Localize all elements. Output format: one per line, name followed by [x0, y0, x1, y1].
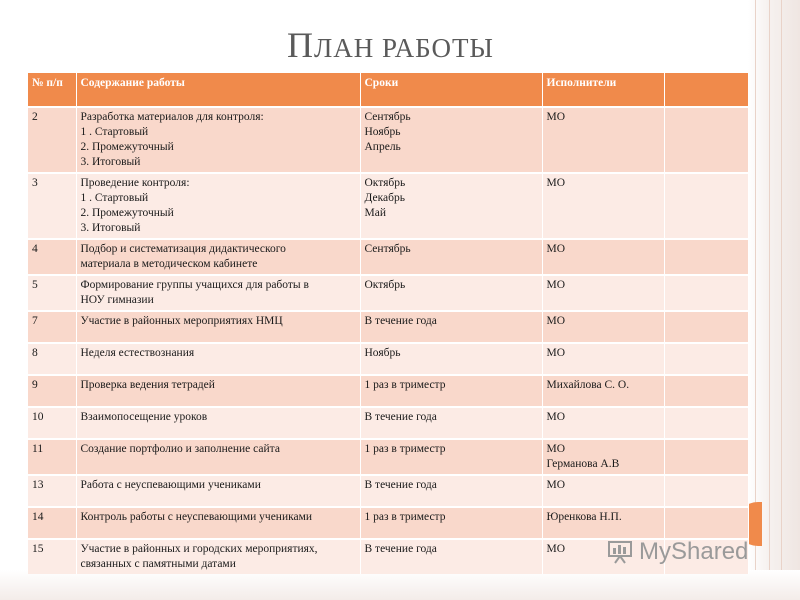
row-terms — [360, 311, 542, 343]
row-content-line: Проведение контроля: — [80, 177, 190, 189]
row-content-line: 3. Итоговый — [80, 156, 141, 168]
watermark-text: MyShared — [639, 538, 749, 565]
presentation-icon — [607, 540, 633, 564]
row-terms — [360, 439, 542, 475]
row-number: 15 — [28, 539, 76, 574]
row-content — [76, 407, 360, 439]
table-header-row — [28, 73, 748, 107]
row-extra — [664, 343, 748, 375]
header-executors: Исполнители — [542, 73, 664, 107]
table-row — [28, 507, 748, 539]
row-terms-line: В течение года — [364, 411, 437, 423]
row-content — [76, 439, 360, 475]
row-terms-line: Ноябрь — [364, 347, 401, 359]
row-content-line: Участие в районных и городских мероприятиях, — [80, 543, 318, 555]
row-content-line: Взаимопосещение уроков — [80, 411, 208, 423]
row-content — [76, 375, 360, 407]
row-executors — [542, 239, 664, 275]
row-terms-line: Май — [364, 207, 386, 219]
row-executors-line: МО — [546, 315, 566, 327]
table-row — [28, 375, 748, 407]
row-extra — [664, 375, 748, 407]
row-content — [76, 507, 360, 539]
myshared-watermark — [607, 536, 748, 568]
row-executors-line: МО — [546, 479, 566, 491]
row-content-line: Формирование группы учащихся для работы в — [80, 279, 309, 291]
row-content — [76, 173, 360, 239]
row-extra — [664, 239, 748, 275]
row-executors — [542, 173, 664, 239]
row-content — [76, 239, 360, 275]
work-plan-table — [28, 73, 749, 574]
row-terms-line: Апрель — [364, 141, 401, 153]
row-terms-line: В течение года — [364, 315, 437, 327]
row-number: 2 — [28, 107, 76, 173]
row-executors — [542, 507, 664, 539]
row-content-line: Разработка материалов для контроля: — [80, 111, 264, 123]
row-extra — [664, 311, 748, 343]
row-executors-line: Михайлова С. О. — [546, 379, 630, 391]
slide-frame-bottom — [0, 570, 800, 600]
table-row — [28, 275, 748, 311]
row-terms-line: 1 раз в триместр — [364, 511, 446, 523]
row-content-line: Проверка ведения тетрадей — [80, 379, 215, 391]
row-executors — [542, 475, 664, 507]
row-extra — [664, 475, 748, 507]
row-executors-line: Германова А.В — [546, 458, 620, 470]
row-executors-line: МО — [546, 411, 566, 423]
row-number: 10 — [28, 407, 76, 439]
table-row — [28, 173, 748, 239]
row-content — [76, 275, 360, 311]
row-content-line: 3. Итоговый — [80, 222, 141, 234]
row-content — [76, 311, 360, 343]
row-terms — [360, 343, 542, 375]
row-terms-line: В течение года — [364, 479, 437, 491]
table-row — [28, 107, 748, 173]
row-terms — [360, 239, 542, 275]
row-terms-line: Октябрь — [364, 279, 406, 291]
row-terms — [360, 539, 542, 574]
header-terms: Сроки — [360, 73, 542, 107]
row-terms-line: Сентябрь — [364, 243, 411, 255]
row-executors-line: МО — [546, 443, 566, 455]
row-number: 4 — [28, 239, 76, 275]
header-content: Содержание работы — [76, 73, 360, 107]
row-terms-line: 1 раз в триместр — [364, 443, 446, 455]
row-extra — [664, 507, 748, 539]
frame-line — [769, 0, 770, 600]
row-terms — [360, 107, 542, 173]
row-executors-line: МО — [546, 543, 566, 555]
row-content-line: Создание портфолио и заполнение сайта — [80, 443, 280, 455]
row-number: 13 — [28, 475, 76, 507]
row-extra — [664, 107, 748, 173]
row-executors-line: МО — [546, 177, 566, 189]
row-content-line: материала в методическом кабинете — [80, 258, 258, 270]
slide-title — [287, 24, 494, 66]
header-number: № п/п — [28, 73, 76, 107]
row-number: 3 — [28, 173, 76, 239]
row-terms — [360, 407, 542, 439]
row-content — [76, 475, 360, 507]
row-executors — [542, 439, 664, 475]
table-row — [28, 439, 748, 475]
row-extra — [664, 275, 748, 311]
row-content-line: 2. Промежуточный — [80, 141, 174, 153]
row-content-line: 1 . Стартовый — [80, 126, 149, 138]
row-number: 14 — [28, 507, 76, 539]
row-terms-line: Ноябрь — [364, 126, 401, 138]
row-executors-line: Юренкова Н.П. — [546, 511, 622, 523]
row-content — [76, 107, 360, 173]
table-row — [28, 407, 748, 439]
row-terms-line: Декабрь — [364, 192, 405, 204]
row-content-line: НОУ гимназии — [80, 294, 154, 306]
row-content-line: Участие в районных мероприятиях НМЦ — [80, 315, 283, 327]
row-number: 8 — [28, 343, 76, 375]
row-terms — [360, 173, 542, 239]
row-extra — [664, 407, 748, 439]
row-terms — [360, 375, 542, 407]
header-extra — [664, 73, 748, 107]
row-number: 11 — [28, 439, 76, 475]
frame-line — [781, 0, 782, 600]
row-executors-line: МО — [546, 111, 566, 123]
row-executors — [542, 407, 664, 439]
row-content-line: 1 . Стартовый — [80, 192, 149, 204]
row-content-line: Работа с неуспевающими учениками — [80, 479, 261, 491]
row-content-line: Подбор и систематизация дидактического — [80, 243, 286, 255]
row-terms-line: Октябрь — [364, 177, 406, 189]
row-terms-line: 1 раз в триместр — [364, 379, 446, 391]
row-content — [76, 343, 360, 375]
title-rest: ЛАН РАБОТЫ — [314, 33, 494, 63]
table-row — [28, 475, 748, 507]
row-content-line: 2. Промежуточный — [80, 207, 174, 219]
row-executors — [542, 107, 664, 173]
row-executors — [542, 311, 664, 343]
row-number: 9 — [28, 375, 76, 407]
row-number: 5 — [28, 275, 76, 311]
row-executors-line: МО — [546, 347, 566, 359]
row-content-line: Контроль работы с неуспевающими учениками — [80, 511, 313, 523]
row-executors-line: МО — [546, 279, 566, 291]
row-executors-line: МО — [546, 243, 566, 255]
row-number: 7 — [28, 311, 76, 343]
row-content — [76, 539, 360, 574]
row-terms — [360, 275, 542, 311]
row-terms-line: В течение года — [364, 543, 437, 555]
row-extra — [664, 173, 748, 239]
row-content-line: Неделя естествознания — [80, 347, 195, 359]
title-initial: П — [287, 25, 314, 65]
table-row — [28, 343, 748, 375]
table-row — [28, 239, 748, 275]
table-body — [28, 107, 748, 574]
row-extra — [664, 439, 748, 475]
row-terms — [360, 507, 542, 539]
row-terms — [360, 475, 542, 507]
row-content-line: связанных с памятными датами — [80, 558, 236, 570]
row-executors — [542, 375, 664, 407]
table-row — [28, 311, 748, 343]
row-terms-line: Сентябрь — [364, 111, 411, 123]
row-executors — [542, 275, 664, 311]
row-executors — [542, 343, 664, 375]
